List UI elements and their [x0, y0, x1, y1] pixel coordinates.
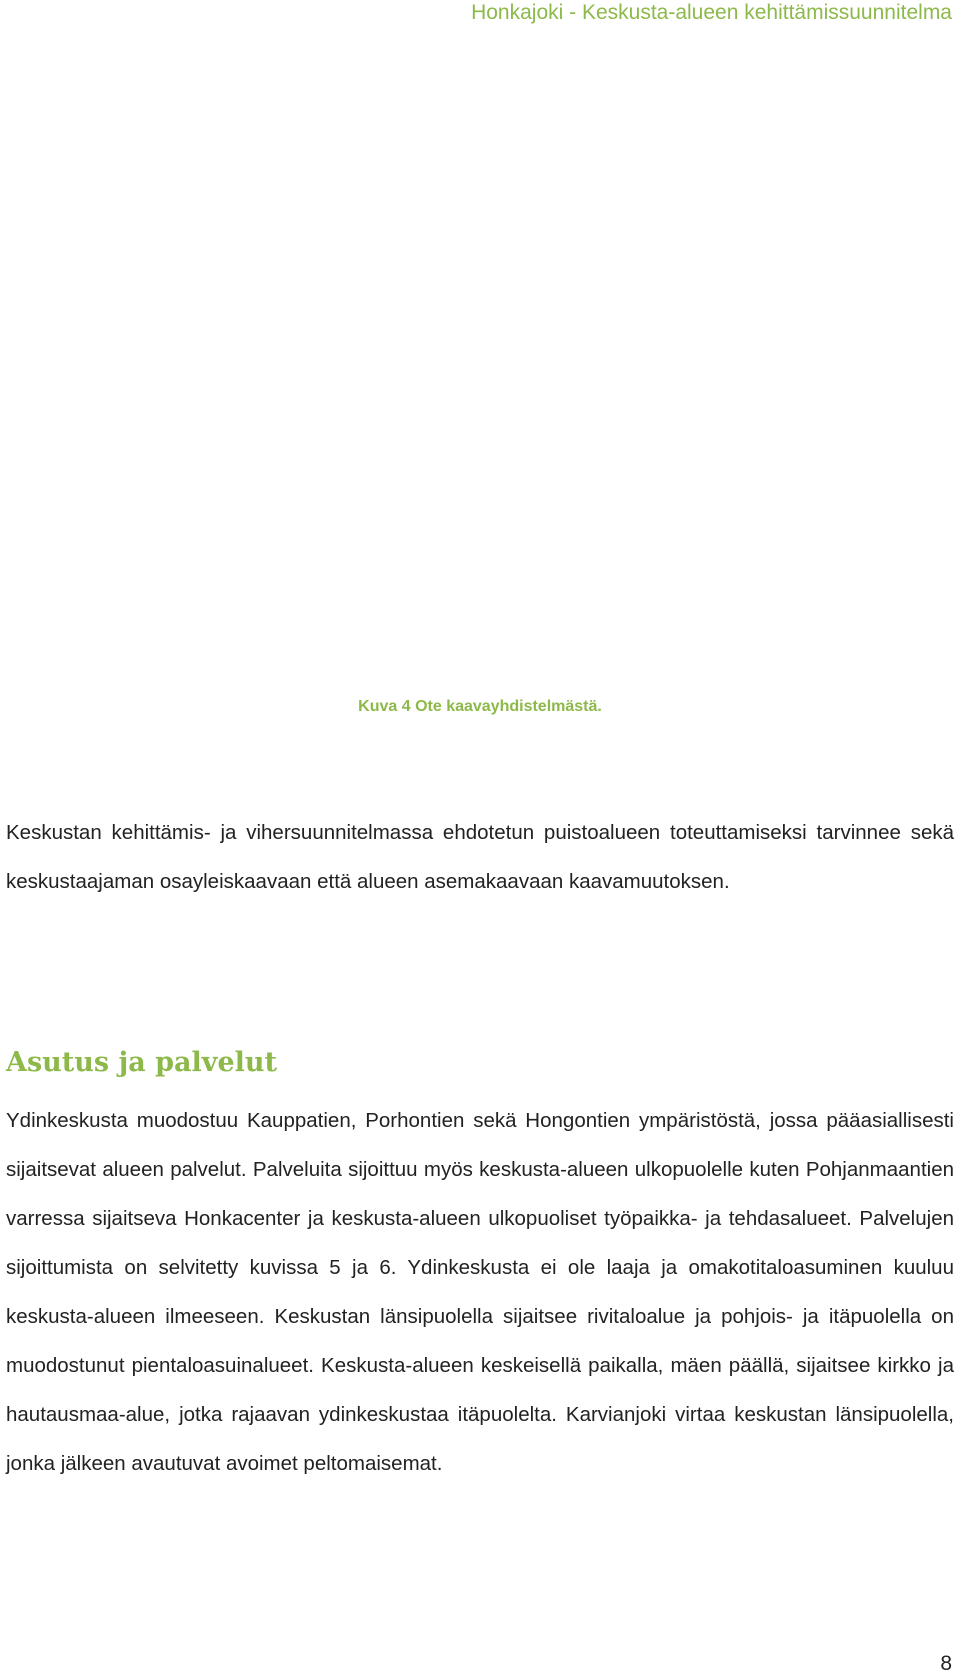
page-number: 8 — [940, 1652, 952, 1675]
section-heading: Asutus ja palvelut — [6, 1047, 278, 1078]
figure-caption: Kuva 4 Ote kaavayhdistelmästä. — [358, 698, 602, 715]
section-paragraph: Ydinkeskusta muodostuu Kauppatien, Porhontien sekä Hongontien ympäristöstä, jossa pääasiallisesti sijaitsevat alueen palvelut. Palveluita sijoittuu myös keskusta-alueen ulkopuolelle kuten Pohjanmaantien varressa sijaitseva Honkacenter ja keskusta-alueen ulkopuoliset työpaikka- ja tehdasalueet. Palvelujen sijoittumista on selvitetty kuvissa 5 ja 6. Ydinkeskusta ei ole laaja ja omakotitaloasuminen kuuluu keskusta-alueen ilmeeseen. Keskustan länsipuolella sijaitsee rivitaloalue ja pohjois- ja itäpuolella on muodostunut pientaloasuinalueet. Keskusta-alueen keskeisellä paikalla, mäen päällä, sijaitsee kirkko ja hautausmaa-alue, jotka rajaavan ydinkeskustaa itäpuolelta. Karvianjoki virtaa keskustan länsipuolella, jonka jälkeen avautuvat avoimet peltomaisemat. — [6, 1109, 954, 1475]
body-paragraph: Keskustan kehittämis- ja vihersuunnitelmassa ehdotetun puistoalueen toteuttamiseksi tarvinnee sekä keskustaajaman osayleiskaavaan että alueen asemakaavaan kaavamuutoksen. — [6, 821, 954, 893]
running-header: Honkajoki - Keskusta-alueen kehittämissuunnitelma — [471, 1, 952, 24]
figure-image-area — [6, 50, 954, 670]
